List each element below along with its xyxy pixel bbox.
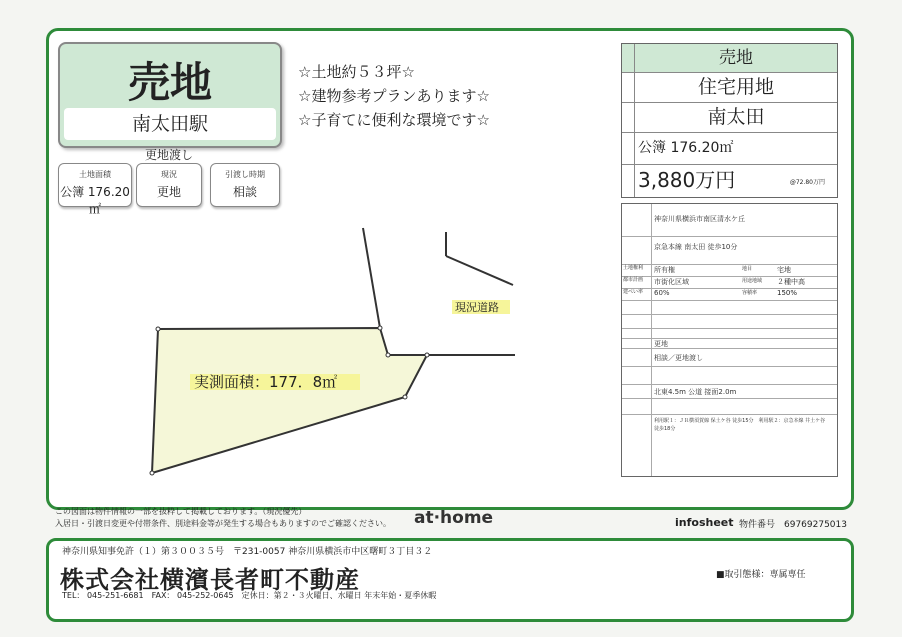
- note-line: 入居日・引渡日変更や付帯条件、別途料金等が発生する場合もありますのでご確認ください。: [55, 519, 391, 528]
- license-info: 神奈川県知事免許（１）第３００３５号 〒231-0057 神奈川県横浜市中区曙町３丁目３２: [62, 547, 433, 557]
- sara-label: 更地渡し: [145, 148, 194, 162]
- road-label: 現況道路: [455, 301, 499, 314]
- panel-use-row: [622, 72, 837, 103]
- title-station: 南太田駅: [64, 108, 276, 140]
- feature-item: ☆土地約５３坪☆: [298, 63, 415, 81]
- row-value: 市街化区域: [654, 278, 689, 286]
- transport-value: 京急本線 南太田 徒歩10分: [654, 243, 738, 251]
- infosheet-label: infosheet: [675, 516, 734, 529]
- row-key2: 用途地域: [742, 278, 763, 284]
- land-area-value: 公簿 176.20㎡: [60, 185, 130, 216]
- delivery-label: 引渡し時期: [225, 170, 265, 179]
- info-table: [621, 203, 838, 477]
- row-key2: 容積率: [742, 290, 758, 296]
- area-label: 実測面積：177．8㎡: [194, 373, 338, 391]
- table-row: [622, 300, 837, 315]
- contact-info: TEL： 045-251-6681 FAX： 045-252-0645 定休日：第２・３火曜日、水曜日 年末年始・夏季休暇: [62, 591, 437, 600]
- panel-area-row: [622, 132, 837, 165]
- row-key2: 地目: [742, 266, 753, 272]
- land-parcel: [152, 328, 427, 473]
- road-line: [446, 256, 513, 285]
- transport-row: [622, 236, 837, 265]
- row-value2: 宅地: [777, 266, 791, 274]
- athome-logo: at·home: [414, 508, 494, 528]
- company-name: 株式会社横濱長者町不動産: [60, 566, 360, 594]
- feature-item: ☆子育てに便利な環境です☆: [298, 111, 490, 129]
- row-key: 都市計画: [622, 276, 652, 288]
- road-value: 北東4.5m 公道 接面2.0m: [654, 388, 737, 396]
- panel-type: 売地: [719, 48, 753, 68]
- current-status-value: 更地: [156, 185, 181, 199]
- boundary-line: [363, 228, 380, 328]
- panel-type-row: [622, 44, 837, 73]
- transaction-type: ■取引態様：専属専任: [716, 570, 806, 580]
- address-row: [622, 204, 837, 237]
- table-row: [622, 398, 837, 415]
- row-value2: ２種中高: [777, 278, 805, 286]
- delivery-value: 相談: [232, 185, 257, 199]
- remarks-value: 利用駅１：ＪＲ横須賀線 保土ケ谷 徒歩15分 利用駅２：京急本線 井土ケ谷 徒歩18分: [654, 418, 826, 432]
- row-value: 所有権: [654, 266, 675, 274]
- delivery-value: 相談／更地渡し: [654, 354, 703, 362]
- panel-tsubo-price: @72.80万円: [789, 179, 825, 186]
- current-status-label: 現況: [161, 170, 177, 179]
- table-row: [622, 314, 837, 329]
- feature-item: ☆建物参考プランあります☆: [298, 87, 490, 105]
- table-row: [622, 366, 837, 385]
- row-value: 60%: [654, 289, 670, 297]
- property-number: 物件番号 69769275013: [739, 520, 847, 530]
- land-area-label: 土地面積: [79, 170, 111, 179]
- title-main: 売地: [127, 58, 212, 107]
- road-row: [622, 384, 837, 399]
- panel-station: 南太田: [707, 106, 765, 128]
- panel-area: 公簿 176.20㎡: [638, 140, 734, 156]
- note-line: この図面は物件情報の一部を抜粋して掲載しております。（現況優先）: [55, 507, 307, 516]
- summary-panel: [621, 43, 838, 198]
- row-key: 土地権利: [622, 264, 652, 276]
- panel-use: 住宅用地: [697, 76, 774, 98]
- row-value2: 150%: [777, 289, 798, 297]
- row-key: 建ぺい率: [622, 288, 652, 300]
- panel-price-row: [622, 164, 837, 197]
- delivery-row: [622, 348, 837, 367]
- panel-station-row: [622, 102, 837, 133]
- current-value: 更地: [654, 340, 668, 348]
- address-value: 神奈川県横浜市南区清水ケ丘: [654, 215, 745, 223]
- footer-notes: [55, 506, 391, 530]
- remarks-row: [622, 414, 837, 476]
- panel-price: 3,880万円: [638, 168, 736, 192]
